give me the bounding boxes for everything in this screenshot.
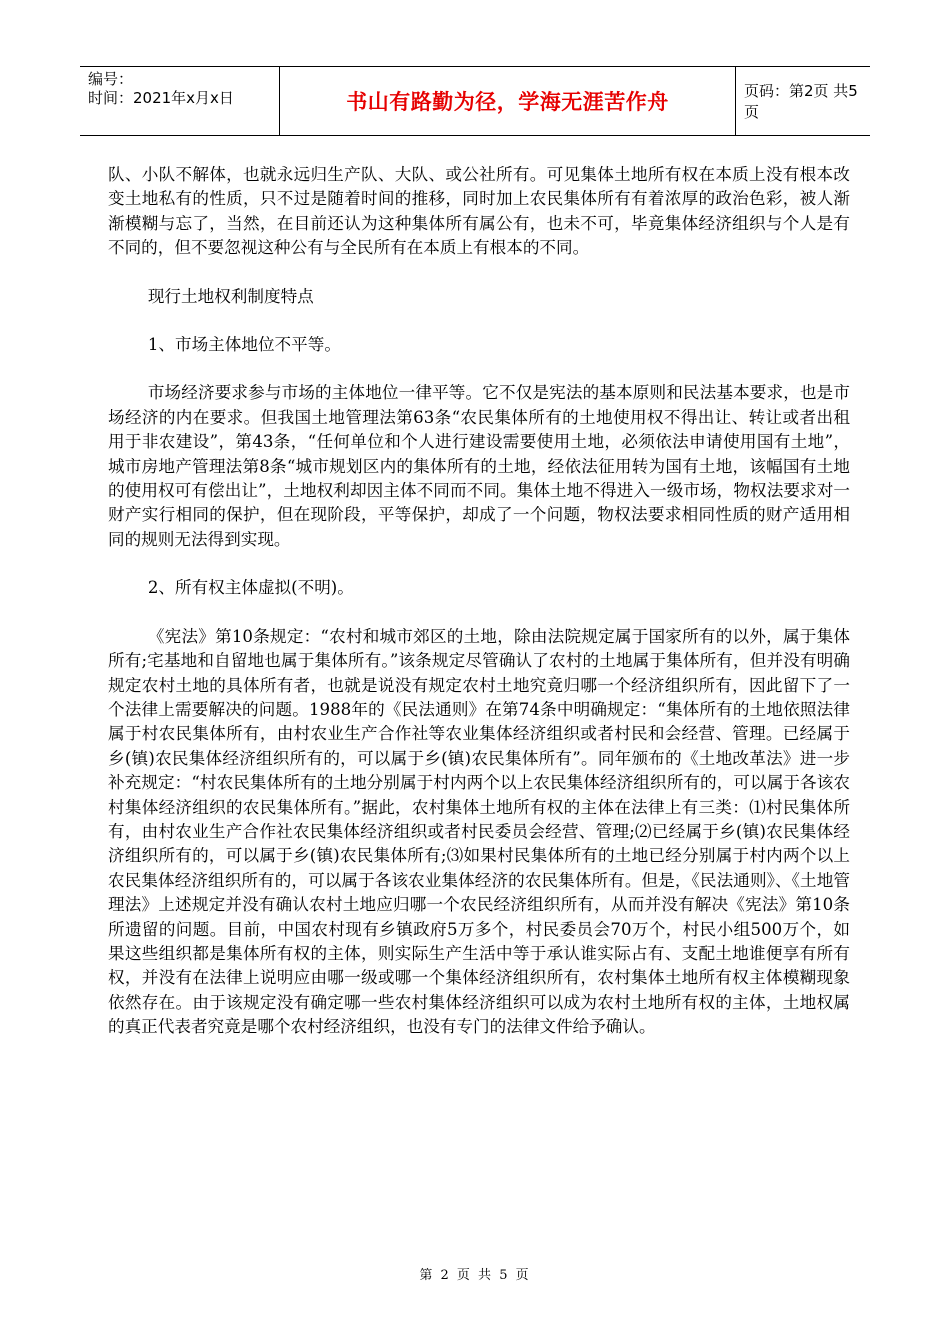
paragraph: 《宪法》第10条规定：“农村和城市郊区的土地，除由法院规定属于国家所有的以外，属于集体所有;宅基地和自留地也属于集体所有。”该条规定尽管确认了农村的土地属于集体所有，但并没有明确规定农村土地的具体所有者，也就是说没有规定农村土地究竟归哪一个经济组织所有，因此留下了一个法律上需要解决的问题。1988年的《民法通则》在第74条中明确规定：“集体所有的土地依照法律属于村农民集体所有，由村农业生产合作社等农业集体经济组织或者村民和会经营、管理。已经属于乡(镇)农民集体经济组织所有的，可以属于乡(镇)农民集体所有”。同年颁布的《土地改革法》进一步补充规定：“村农民集体所有的土地分别属于村内两个以上农民集体经济组织所有的，可以属于各该农村集体经济组织的农民集体所有。”据此，农村集体土地所有权的主体在法律上有三类：⑴村民集体所有，由村农业生产合作社农民集体经济组织或者村民委员会经营、管理;⑵已经属于乡(镇)农民集体经济组织所有的，可以属于乡(镇)农民集体所有;⑶如果村民集体所有的土地已经分别属于村内两个以上农民集体经济组织所有的，可以属于各该农业集体经济的农民集体所有。但是，《民法通则》、《土地管理法》上述规定并没有确认农村土地应归哪一个农民经济组织所有，从而并没有解决《宪法》第10条所遗留的问题。目前，中国农村现有乡镇政府5万多个，村民委员会70万个，村民小组500万个，如果这些组织都是集体所有权的主体，则实际生产生活中等于承认谁实际占有、支配土地谁便享有所有权，并没有在法律上说明应由哪一级或哪一个集体经济组织所有，农村集体土地所有权主体模糊现象依然存在。由于该规定没有确定哪一些农村集体经济组织可以成为农村土地所有权的主体，土地权属的真正代表者究竟是哪个农村经济组织，也没有专门的法律文件给予确认。 <box>108 626 850 1037</box>
document-number-label: 编号： <box>88 70 134 88</box>
page-footer: 第 2 页 共 5 页 <box>419 1268 531 1283</box>
document-body <box>108 163 850 1040</box>
document-time-label: 时间：2021年x月x日 <box>88 89 234 107</box>
header-left-cell <box>80 67 280 135</box>
section-heading: 现行土地权利制度特点 <box>147 286 314 306</box>
paragraph: 市场经济要求参与市场的主体地位一律平等。它不仅是宪法的基本原则和民法基本要求，也是市场经济的内在要求。但我国土地管理法第63条“农民集体所有的土地使用权不得出让、转让或者出租用于非农建设”，第43条，“任何单位和个人进行建设需要使用土地，必须依法申请使用国有土地”， 城市房地产管理法第8条“城市规划区内的集体所有的土地，经依法征用转为国有土地，该幅国有土地的使用权可有偿出让”，土地权利却因主体不同而不同。集体土地不得进入一级市场，物权法要求对一财产实行相同的保护，但在现阶段，平等保护，却成了一个问题，物权法要求相同性质的财产适用相同的规则无法得到实现。 <box>108 383 850 549</box>
header-page-info: 页码：第2页 共5页 <box>744 82 858 121</box>
header-motto: 书山有路勤为径，学海无涯苦作舟 <box>280 67 736 135</box>
paragraph: 队、小队不解体，也就永远归生产队、大队、或公社所有。可见集体土地所有权在本质上没有根本改变土地私有的性质，只不过是随着时间的推移，同时加上农民集体所有有着浓厚的政治色彩，被人渐渐模糊与忘了，当然，在目前还认为这种集体所有属公有，也未不可，毕竟集体经济组织与个人是有不同的，但不要忽视这种公有与全民所有在本质上有根本的不同。 <box>108 165 850 258</box>
page-header <box>80 66 870 136</box>
subsection-heading: 2、所有权主体虚拟(不明)。 <box>147 578 354 598</box>
subsection-heading: 1、市场主体地位不平等。 <box>147 335 341 355</box>
